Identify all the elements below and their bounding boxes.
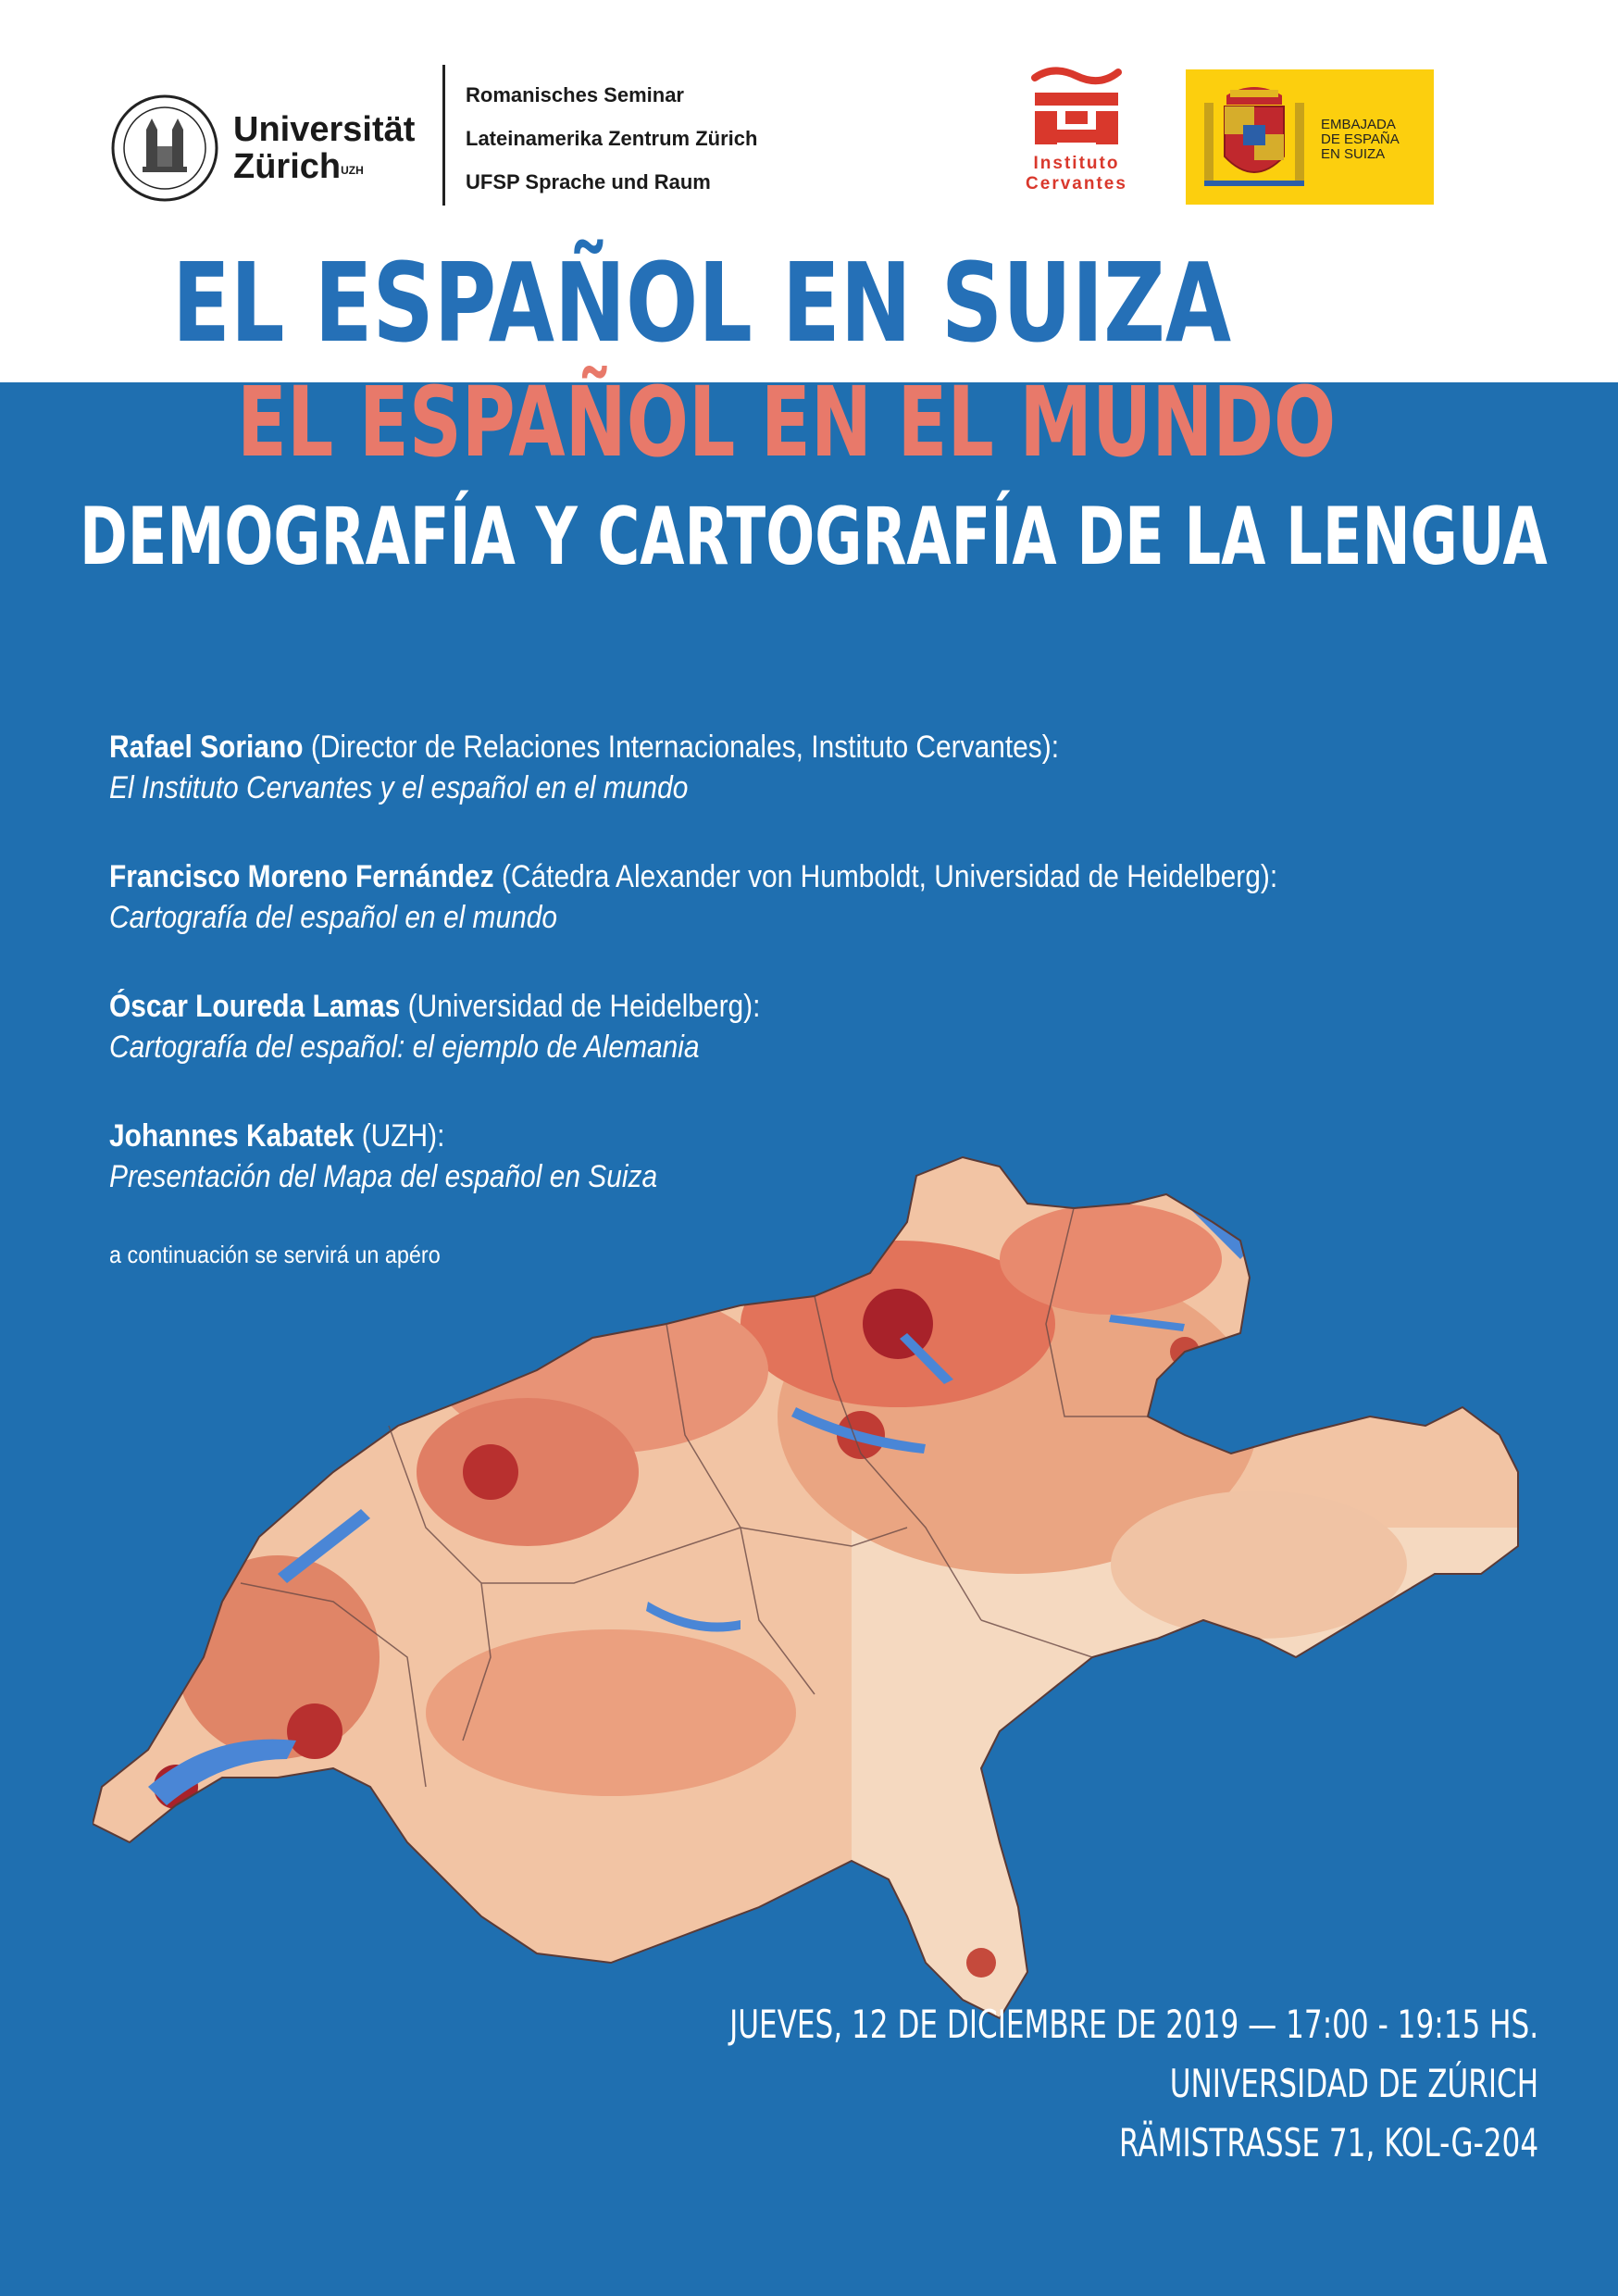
seminar-list (466, 81, 757, 212)
speaker-name: Rafael Soriano (109, 730, 304, 765)
seminar-item: Romanisches Seminar (466, 83, 684, 106)
speaker-name: Francisco Moreno Fernández (109, 859, 494, 894)
speaker-affiliation: (Director de Relaciones Internacionales, Instituto Cervantes): (303, 730, 1060, 765)
speaker-name: Johannes Kabatek (109, 1118, 355, 1154)
speaker-entry (109, 856, 1535, 986)
uzh-name-line1: Universität (233, 110, 416, 149)
speaker-talk-title: Cartografía del español: el ejemplo de Alemania (109, 1029, 700, 1065)
cervantes-text-line2: Cervantes (1026, 174, 1127, 193)
speaker-name: Óscar Loureda Lamas (109, 989, 401, 1024)
speaker-talk-title: Cartografía del español en el mundo (109, 900, 558, 935)
uzh-name-line2: Zürich (233, 147, 342, 186)
instituto-cervantes-logo (1012, 65, 1141, 194)
embajada-line: DE ESPAÑA (1321, 131, 1400, 147)
uzh-suffix: UZH (341, 164, 364, 177)
event-venue: UNIVERSIDAD DE ZÚRICH (1169, 2061, 1538, 2106)
subtitle-demografia-cartografia: DEMOGRAFÍA Y CARTOGRAFÍA DE LA LENGUA (80, 491, 1548, 583)
speaker-talk-title: El Instituto Cervantes y el español en el mundo (109, 770, 689, 805)
cervantes-text-line1: Instituto (1033, 154, 1120, 173)
speaker-affiliation: (Universidad de Heidelberg): (400, 989, 761, 1024)
speaker-entry (109, 1116, 1535, 1245)
embajada-line: EN SUIZA (1321, 146, 1386, 162)
embajada-logo (1186, 69, 1434, 205)
seminar-item: UFSP Sprache und Raum (466, 170, 711, 193)
spain-coat-of-arms-icon (1199, 77, 1310, 197)
uzh-seal-icon (109, 93, 220, 204)
header-divider (442, 65, 445, 206)
speaker-talk-title: Presentación del Mapa del español en Suiza (109, 1159, 658, 1194)
seminar-item: Lateinamerika Zentrum Zürich (466, 127, 758, 150)
speaker-affiliation: (Cátedra Alexander von Humboldt, Universidad de Heidelberg): (493, 859, 1278, 894)
speaker-affiliation: (UZH): (354, 1118, 445, 1154)
event-date: JUEVES, 12 DE DICIEMBRE DE 2019 — 17:00 - 19:15 HS. (728, 2002, 1538, 2047)
uzh-logo (109, 93, 415, 204)
speaker-entry (109, 986, 1535, 1116)
title-espanol-en-el-mundo: EL ESPAÑOL EN EL MUNDO (237, 366, 1337, 479)
event-details (445, 1995, 1538, 2173)
switzerland-choropleth-map (93, 1139, 1537, 2074)
speaker-entry (109, 727, 1535, 856)
title-espanol-en-suiza: EL ESPAÑOL EN SUIZA (172, 239, 1232, 367)
event-address: RÄMISTRASSE 71, KOL-G-204 (1118, 2120, 1538, 2165)
apero-note: a continuación se servirá un apéro (109, 1241, 441, 1268)
embajada-line: EMBAJADA (1321, 117, 1396, 132)
speaker-list (109, 727, 1535, 1245)
cervantes-n-icon (1026, 65, 1127, 148)
